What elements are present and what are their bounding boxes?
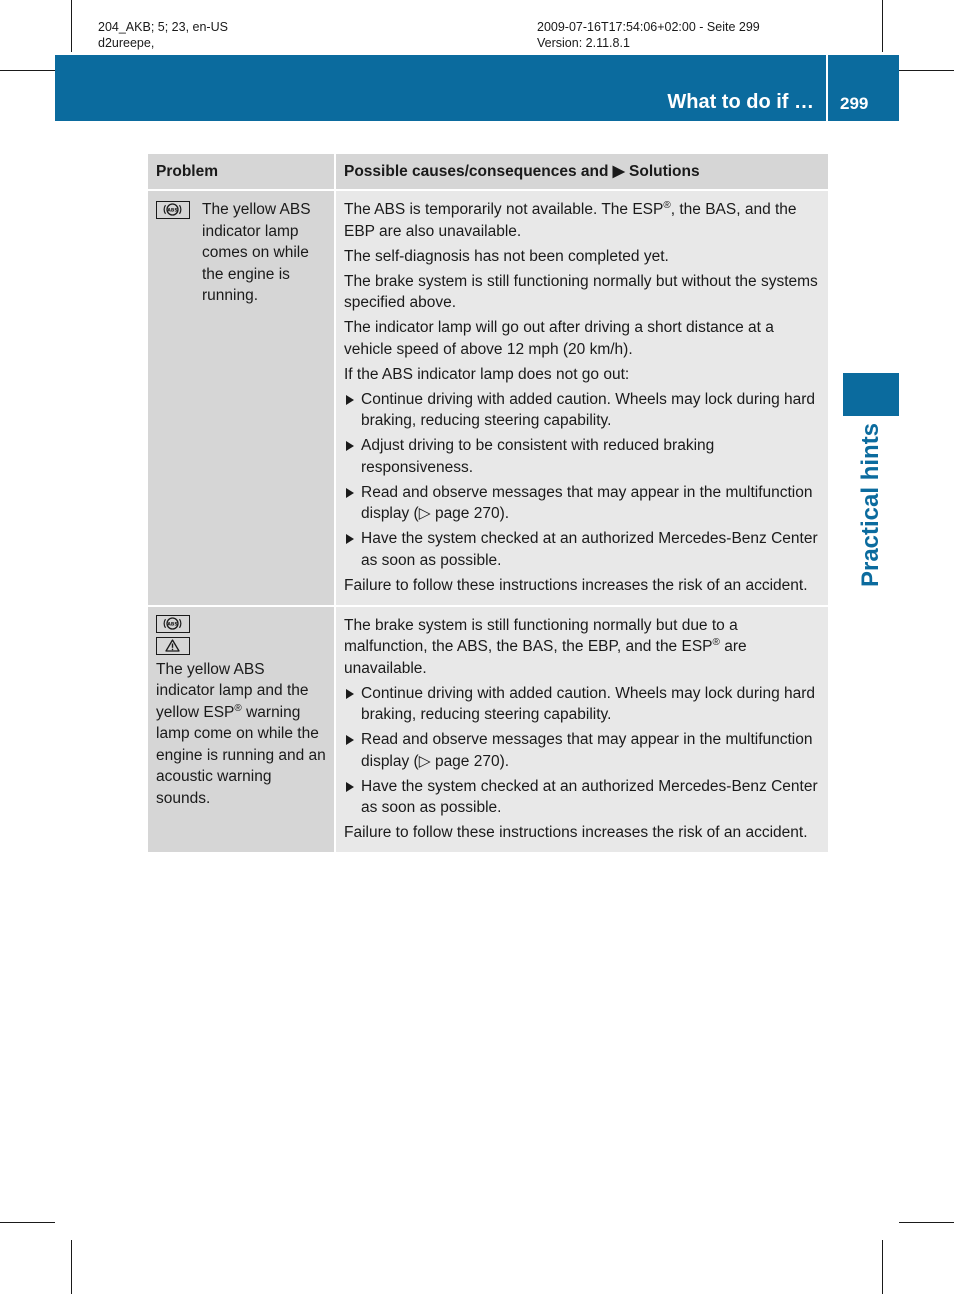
solution-step: Continue driving with added caution. Wheels may lock during hard braking, reducing steering capability. (344, 683, 820, 726)
table-header-row (148, 154, 828, 190)
solution-step: Read and observe messages that may appear in the multifunction display (▷ page 270). (344, 729, 820, 772)
cause-text (344, 615, 820, 680)
cause-text-part: The ABS is temporarily not available. The ESP (344, 201, 664, 218)
solution-cell (335, 190, 828, 606)
table-row (148, 190, 828, 606)
meta-line: 2009-07-16T17:54:06+02:00 - Seite 299 (537, 20, 760, 34)
cause-text-part: , the BAS, and the EBP are also unavailable. (344, 201, 797, 240)
cause-text-part: The brake system is still functioning normally but due to a malfunction, the ABS, the BAS, the EBP, and the ESP (344, 616, 738, 655)
side-tab-label: Practical hints (857, 422, 884, 588)
crop-mark (899, 1222, 954, 1223)
crop-mark (71, 0, 72, 52)
crop-mark (0, 1222, 55, 1223)
problem-entry (156, 199, 326, 307)
cause-text: The indicator lamp will go out after driving a short distance at a vehicle speed of above 12 mph (20 km/h). (344, 319, 774, 358)
column-header-problem: Problem (148, 154, 335, 190)
print-meta-left (98, 19, 228, 51)
table-row (148, 606, 828, 853)
cause-text (344, 199, 820, 242)
side-tab-marker (843, 373, 899, 416)
crop-mark (882, 0, 883, 52)
column-header-solutions: Possible causes/consequences and ▶ Solutions (335, 154, 828, 190)
problem-text (156, 659, 326, 810)
cause-text: The brake system is still functioning normally but without the systems specified above. (344, 272, 818, 311)
cause-text: The self-diagnosis has not been completed yet. (344, 247, 669, 265)
icon-group (156, 615, 326, 655)
solution-cell (335, 606, 828, 853)
registered-mark: ® (234, 702, 242, 714)
solution-step: Adjust driving to be consistent with reduced braking responsiveness. (344, 435, 820, 478)
warning-text: Failure to follow these instructions increases the risk of an accident. (344, 824, 808, 841)
cause-text: If the ABS indicator lamp does not go out: (344, 365, 630, 383)
meta-line: Version: 2.11.8.1 (537, 36, 630, 50)
print-meta-right (537, 19, 760, 51)
abs-lamp-icon (156, 615, 190, 633)
svg-text:ABS: ABS (167, 621, 178, 627)
section-title: What to do if … (667, 91, 814, 113)
troubleshooting-table (148, 154, 828, 852)
section-header-bar (55, 55, 899, 121)
esp-warning-icon (156, 637, 190, 655)
meta-line: 204_AKB; 5; 23, en-US (98, 20, 228, 34)
cause-text-part: are unavailable. (344, 638, 747, 677)
registered-mark: ® (712, 636, 720, 648)
crop-mark (899, 70, 954, 71)
page-number: 299 (840, 94, 869, 113)
solution-step: Have the system checked at an authorized Mercedes-Benz Center as soon as possible. (344, 776, 820, 819)
crop-mark (882, 1240, 883, 1294)
solution-step: Continue driving with added caution. Wheels may lock during hard braking, reducing steering capability. (344, 389, 820, 432)
solution-step: Have the system checked at an authorized Mercedes-Benz Center as soon as possible. (344, 528, 820, 571)
problem-text: The yellow ABS indicator lamp comes on while the engine is running. (202, 201, 311, 304)
crop-mark (0, 70, 55, 71)
crop-mark (71, 1240, 72, 1294)
solution-step: Read and observe messages that may appear in the multifunction display (▷ page 270). (344, 482, 820, 525)
warning-text: Failure to follow these instructions increases the risk of an accident. (344, 576, 808, 594)
problem-cell (148, 190, 335, 606)
meta-line: d2ureepe, (98, 36, 155, 50)
header-divider (826, 55, 828, 121)
registered-mark: ® (663, 199, 671, 211)
problem-text-part: warning lamp come on while the engine is running and an acoustic warning sounds. (156, 703, 326, 807)
abs-lamp-icon (156, 201, 190, 219)
svg-text:ABS: ABS (167, 208, 178, 214)
problem-cell (148, 606, 335, 853)
problem-text-part: The yellow ABS indicator lamp and the yellow ESP (156, 660, 309, 721)
